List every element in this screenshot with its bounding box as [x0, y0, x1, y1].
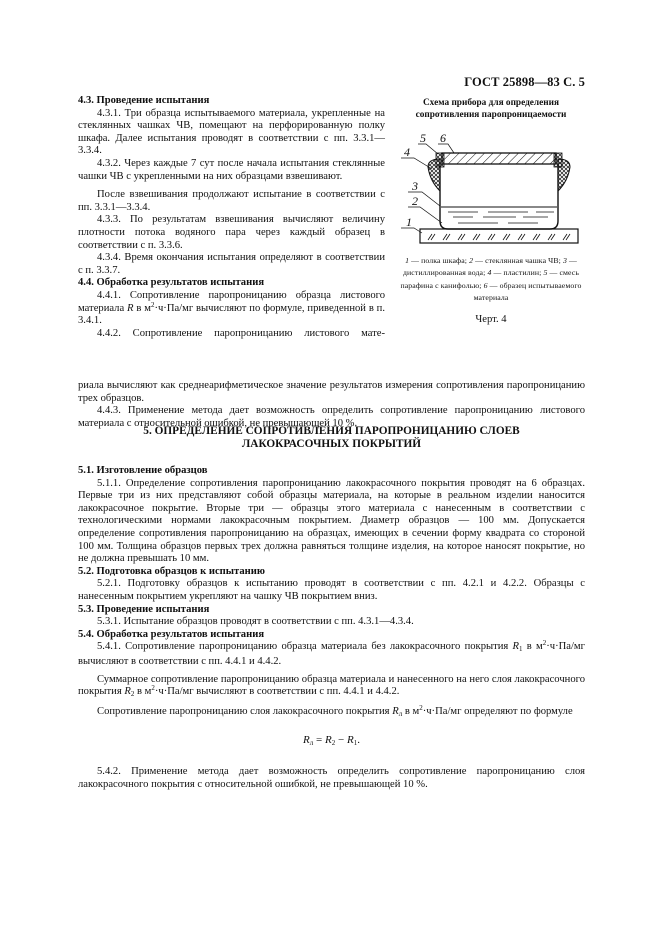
heading-5-3: 5.3. Проведение испытания	[78, 603, 210, 615]
subscript: 2	[130, 690, 135, 699]
svg-text:6: 6	[440, 131, 446, 145]
paragraph-4-3-1: 4.3.1. Три образца испытываемого материала, укрепленные на стеклянных чашках ЧВ, помещают на перфорированную полку шкафа. Далее испытания проводят в соответствии с пп. 3.3.1—3.3.4.	[78, 107, 385, 157]
paragraph-4-3-3: 4.3.3. По результатам взвешивания вычисляют величину плотности потока водяного пара через каждый образец в соответствии с п. 3.3.6.	[78, 214, 385, 251]
text: Суммарное сопротивление паропроницанию образца материала и нанесенного на него слоя лакокрасочного покрытия	[78, 673, 585, 698]
caption-text: — образец испытываемого материала	[473, 280, 582, 302]
svg-text:3: 3	[412, 179, 418, 193]
variable-r: R	[124, 686, 131, 698]
subscript: 1	[519, 645, 523, 654]
text: ·ч·Па/мг вычисляют в соответствии с пп. 4.4.1 и 4.4.2.	[78, 641, 585, 667]
formula-r1: R	[346, 734, 354, 746]
superscript: 2	[419, 703, 423, 712]
svg-text:4: 4	[404, 145, 410, 159]
paragraph-after-weighing: После взвешивания продолжают испытание в соответствии с пп. 3.3.1—3.3.4.	[78, 189, 385, 213]
section-title-line1: 5. ОПРЕДЕЛЕНИЕ СОПРОТИВЛЕНИЯ ПАРОПРОНИЦАНИЮ СЛОЕВ	[143, 425, 520, 437]
vapor-permeability-apparatus-diagram	[398, 129, 584, 249]
section-title-line2: ЛАКОКРАСОЧНЫХ ПОКРЫТИЙ	[241, 438, 422, 450]
formula-r2: R	[325, 734, 332, 746]
section-5-body	[78, 465, 585, 720]
equals-sign: =	[313, 734, 325, 746]
section-5-title	[78, 425, 585, 451]
paragraph-4-4-1	[78, 290, 385, 328]
superscript: 2	[542, 639, 547, 648]
heading-4-3: 4.3. Проведение испытания	[78, 95, 210, 106]
text: в м	[133, 302, 151, 314]
caption-num: 6	[483, 280, 488, 290]
superscript: 2	[151, 684, 155, 693]
paragraph-4-4-3: 4.4.3. Применение метода дает возможность определить сопротивление паропроницанию листового материала с относительной ошибкой, не превышающей 10 %.	[78, 405, 585, 429]
superscript: 2	[150, 300, 155, 309]
text: в м	[522, 641, 543, 653]
text: Сопротивление паропроницанию слоя лакокрасочного покрытия	[97, 705, 393, 717]
continued-text	[78, 380, 585, 430]
paragraph-5-1-1: 5.1.1. Определение сопротивления паропроницанию лакокрасочного покрытия проводят на 6 образцах. Первые три из них представляют собой образцы материала, на которые в реальном изделии наносится лакокрасочное покрытие. Вторые три — образцы этого материала с нанесенным в соответствии с технологическими нормами лакокрасочным покрытием. Диаметр образцов — 100 мм. Допускается определение сопротивления паропроницанию на образцах, имеющих в сечении форму квадрата со стороной 100 мм. Толщина образцов первых трех должна равняться толщине изделия, на которое наносят покрытие, но не должна превышать 10 мм.	[78, 477, 585, 565]
paragraph-layer-resistance	[78, 703, 585, 721]
text: ·ч·Па/мг вычисляют в соответствии с пп. 4.4.1 и 4.4.2.	[154, 686, 400, 698]
paragraph-4-3-2: 4.3.2. Через каждые 7 сут после начала испытания стеклянные чашки ЧВ с укрепленными на них образцами взвешивают.	[78, 157, 385, 182]
figure-title-line1: Схема прибора для определения	[422, 98, 560, 108]
paragraph-5-4-2: 5.4.2. Применение метода дает возможность определить сопротивление паропроницанию слоя лакокрасочного покрытия с относительной ошибкой, не превышающей 10 %.	[78, 766, 585, 790]
paragraph-4-3-4: 4.3.4. Время окончания испытания определяют в соответствии с п. 3.3.7.	[78, 252, 385, 276]
period: .	[357, 734, 360, 746]
heading-5-4: 5.4. Обработка результатов испытания	[78, 628, 265, 640]
paragraph-5-4-2-block	[78, 766, 585, 791]
left-column	[78, 95, 385, 340]
subscript: 2	[331, 739, 336, 747]
text: 4.4.1. Сопротивление паропроницанию образца листового материала	[78, 289, 385, 314]
glass-cup	[440, 163, 558, 229]
subscript: 1	[353, 739, 358, 747]
variable-r: R	[392, 705, 399, 717]
subscript: л	[309, 739, 314, 747]
text: в м	[402, 705, 420, 717]
heading-4-4: 4.4. Обработка результатов испытания	[78, 277, 265, 289]
paragraph-4-4-2-end: риала вычисляют как среднеарифметическое значение результатов измерения сопротивления паропроницанию трех образцов.	[78, 380, 585, 404]
figure-title	[398, 97, 584, 121]
caption-num: 5	[543, 268, 548, 278]
minus-sign: −	[335, 734, 347, 746]
text: 5.4.1. Сопротивление паропроницанию образца материала без лакокрасочного покрытия	[97, 641, 513, 653]
paragraph-total-resistance	[78, 674, 585, 701]
page-header: ГОСТ 25898—83 С. 5	[464, 75, 585, 89]
caption-num: 4	[487, 268, 492, 278]
heading-5-2: 5.2. Подготовка образцов к испытанию	[78, 565, 265, 577]
variable-r: R	[127, 302, 134, 314]
text: ·ч·Па/мг определяют по формуле	[422, 705, 573, 717]
subscript: л	[398, 709, 403, 718]
paragraph-5-2-1: 5.2.1. Подготовку образцов к испытанию проводят в соответствии с пп. 4.2.1 и 4.2.2. Образцы с нанесенным покрытием укрепляют на чашку ЧВ покрытием вниз.	[78, 578, 585, 602]
text: в м	[134, 686, 152, 698]
caption-num: 3	[562, 256, 567, 265]
caption-num: 1	[405, 256, 410, 265]
sample	[442, 153, 556, 164]
paragraph-4-4-2-start: 4.4.2. Сопротивление паропроницанию листового мате-	[97, 327, 385, 339]
caption-text: — смесь парафина с канифолью;	[400, 268, 580, 290]
figure-caption	[398, 255, 584, 304]
figure-label: Черт. 4	[475, 314, 507, 326]
heading-5-1: 5.1. Изготовление образцов	[78, 465, 208, 476]
svg-text:5: 5	[420, 131, 426, 145]
figure-title-line2: сопротивления паропроницаемости	[415, 110, 567, 120]
caption-text: — дистиллированная вода;	[402, 256, 577, 278]
caption-text: — полка шкафа;	[409, 256, 470, 265]
shelf	[420, 229, 578, 243]
caption-num: 2	[469, 256, 474, 265]
caption-text: — пластилин;	[491, 268, 544, 278]
paragraph-5-4-1	[78, 641, 585, 668]
variable-r: R	[512, 641, 520, 653]
paragraph-5-3-1: 5.3.1. Испытание образцов проводят в соответствии с пп. 4.3.1—4.3.4.	[97, 616, 414, 628]
text: ·ч·Па/мг вычисляют по формуле, приведенной в п. 3.4.1.	[78, 302, 385, 327]
caption-text: — стеклянная чашка ЧВ;	[473, 256, 563, 265]
svg-text:1: 1	[406, 215, 412, 229]
svg-text:2: 2	[412, 194, 418, 208]
figure-4	[398, 97, 584, 325]
formula-lhs: R	[303, 734, 310, 746]
formula	[78, 734, 585, 747]
